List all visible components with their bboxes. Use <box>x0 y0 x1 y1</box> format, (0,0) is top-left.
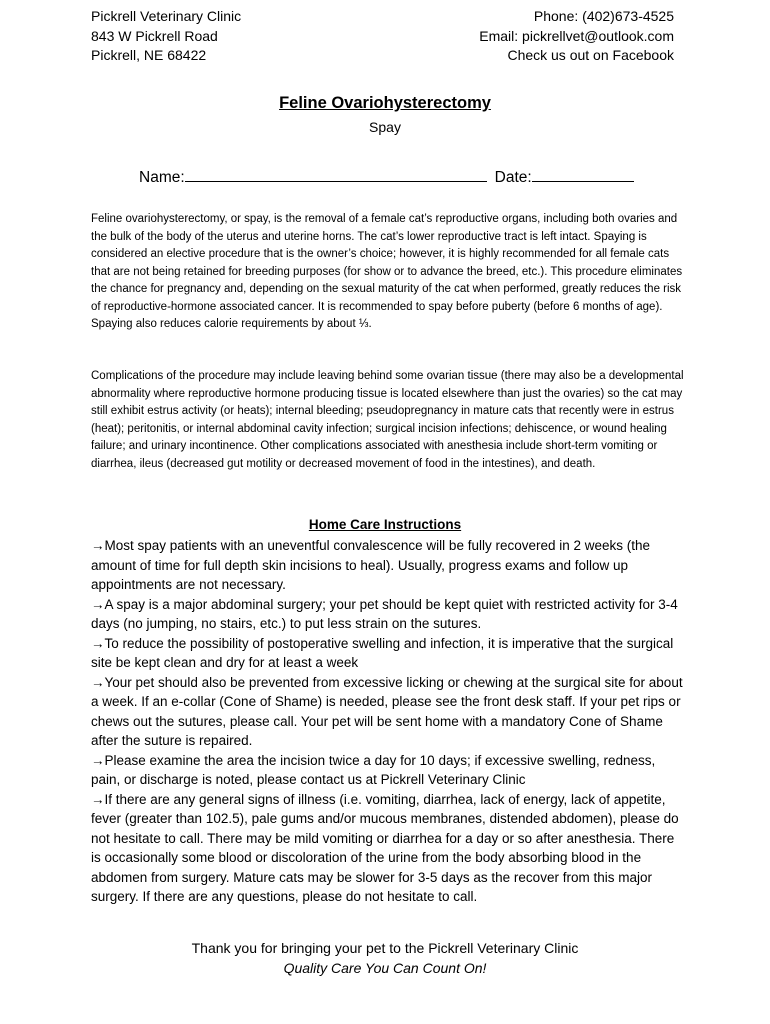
clinic-phone: Phone: (402)673-4525 <box>533 8 674 24</box>
home-care-heading: Home Care Instructions <box>308 517 462 532</box>
instruction-item: →Please examine the area the incision twice a day for 10 days; if excessive swelling, redness, pain, or discharge is noted, please contact us at Pickrell Veterinary Clinic <box>91 752 656 787</box>
thank-you-note: Thank you for bringing your pet to the Pickrell Veterinary Clinic <box>191 940 579 956</box>
instruction-item: →Your pet should also be prevented from excessive licking or chewing at the surgical site for about a week. If an e-collar (Cone of Shame) is needed, please see the front desk staff. If your pet rips or chews out the sutures, please call. Your pet will be sent home with a mandatory Cone of Shame after the suture is repaired. <box>91 674 683 748</box>
procedure-description-paragraph: Feline ovariohysterectomy, or spay, is the removal of a female cat’s reproductive organs, including both ovaries and the bulk of the body of the uterus and uterine horns. The cat’s lower reproductive tract is left intact. Spaying is considered an elective procedure that is the owner’s choice; however, it is highly recommended for all female cats that are not being retained for breeding purposes (for show or to advance the breed, etc.). This procedure eliminates the chance for pregnancy and, depending on the sexual maturity of the cat when performed, greatly reduces the risk of reproductive-hormone associated cancer. It is recommended to spay before puberty (before 6 months of age). Spaying also reduces calorie requirements by about ⅓. <box>91 213 683 330</box>
instruction-item: →A spay is a major abdominal surgery; your pet should be kept quiet with restricted activity for 3-4 days (no jumping, no stairs, etc.) to put less strain on the sutures. <box>91 596 678 631</box>
date-field-line[interactable] <box>532 166 634 182</box>
clinic-contact-block <box>479 7 674 66</box>
clinic-name: Pickrell Veterinary Clinic <box>91 8 242 24</box>
document-subtitle: Spay <box>369 119 401 135</box>
date-label: Date: <box>494 169 532 186</box>
name-field-line[interactable] <box>185 166 487 182</box>
instruction-item: →Most spay patients with an uneventful convalescence will be fully recovered in 2 weeks (the amount of time for full depth skin incisions to heal). Usually, progress exams and follow up appointments are not necessary. <box>91 538 651 592</box>
address-line-2: Pickrell, NE 68422 <box>91 47 207 63</box>
complications-paragraph: Complications of the procedure may include leaving behind some ovarian tissue (there may also be a developmental abnormality where reproductive hormone producing tissue is located elsewhere than just the ovaries) so the cat may still exhibit estrus activity (or heats); internal bleeding; pseudopregnancy in mature cats that recently were in estrus (heat); peritonitis, or internal abdominal cavity infection; surgical incision infections; dehiscence, or wound healing failure; and urinary incontinence. Other complications associated with anesthesia include short-term vomiting or diarrhea, ileus (decreased gut motility or decreased movement of food in the intestines), and death. <box>91 370 684 470</box>
document-title: Feline Ovariohysterectomy <box>279 94 491 112</box>
clinic-address-block <box>91 7 241 66</box>
instruction-item: →To reduce the possibility of postoperative swelling and infection, it is imperative that the surgical site be kept clean and dry for at least a week <box>91 635 674 670</box>
clinic-tagline: Quality Care You Can Count On! <box>283 960 487 976</box>
name-date-row <box>139 166 634 187</box>
instruction-item: →If there are any general signs of illness (i.e. vomiting, diarrhea, lack of energy, lack of appetite, fever (greater than 102.5), pale gums and/or mucous membranes, distended abdomen), please do not hesitate to call. There may be mild vomiting or diarrhea for a day or so after anesthesia. There is occasionally some blood or discoloration of the urine from the body absorbing blood in the abdomen from surgery. Mature cats may be slower for 3-5 days as the recover from this major surgery. If there are any questions, please do not hesitate to call. <box>91 791 679 904</box>
home-care-instructions <box>91 536 687 907</box>
facebook-note: Check us out on Facebook <box>507 47 674 63</box>
address-line-1: 843 W Pickrell Road <box>91 27 218 44</box>
footer <box>0 938 770 978</box>
name-label: Name: <box>139 169 185 186</box>
clinic-email: Email: pickrellvet@outlook.com <box>479 27 674 44</box>
